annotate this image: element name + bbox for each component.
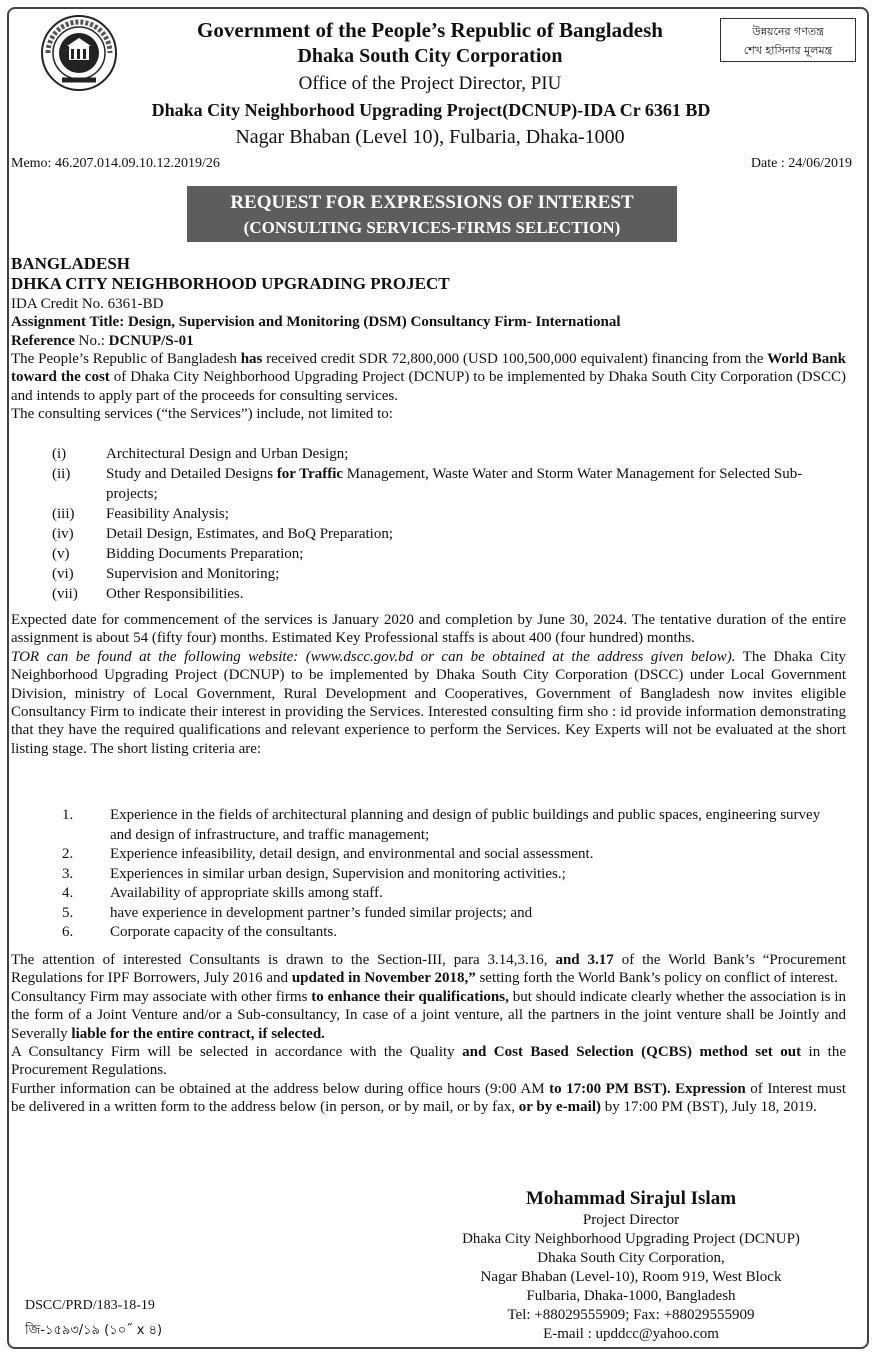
para1-a: The People’s Republic of Bangladesh [11,351,241,368]
signature-block [412,1187,850,1344]
signatory-line: Dhaka City Neighborhood Upgrading Project (DCNUP) [462,1231,800,1247]
item-text-a: Study and Detailed Designs [106,466,277,482]
para5-d: liable for the entire contract, if selected. [71,1025,325,1042]
reference-label: Reference [11,332,75,349]
para6-b: and Cost Based Selection (QCBS) method set out [462,1044,802,1061]
office-heading: Office of the Project Director, PIU [298,73,562,94]
item-number: (iii) [52,506,75,522]
para4-c: of the World Bank’s “Procurement Regulations for IPF Borrowers, July 2016 and [11,952,847,987]
item-number: 2. [62,846,74,862]
ad-size-reference: জি-১৫৯৩/১৯ (১০˝ x ৪) [25,1323,163,1338]
para7-e: by 17:00 PM (BST), July 18, 2019. [601,1099,817,1116]
memo-number: Memo: 46.207.014.09.10.12.2019/26 [11,156,220,171]
para6-c: in the Procurement Regulations. [11,1044,846,1079]
item-number: (v) [52,546,70,562]
services-intro: The consulting services (“the Services”) include, not limited to: [11,406,393,423]
services-list-item [52,564,842,584]
prd-reference: DSCC/PRD/183-18-19 [25,1298,155,1313]
services-list-item [52,544,842,564]
item-number: 5. [62,904,74,921]
government-heading: Government of the People’s Republic of Bangladesh [197,18,663,42]
services-list-item [52,444,842,464]
para4-d: updated in November 2018,” [291,970,476,987]
tor-italic: TOR can be found at the following website: (www.dscc.gov.bd or can be obtained at the address given below). [11,648,736,665]
duration-paragraph: Expected date for commencement of the services is January 2020 and completion by June 30, 2024. The tentative duration of the entire assignment is about 54 (fifty four) months. Estimated Key Professional staffs is about 400 (four hundred) months. [11,612,846,647]
item-text: have experience in development partner’s funded similar projects; and [110,904,533,921]
criteria-list-item [62,923,832,943]
item-number: 3. [62,865,74,882]
item-text: Other Responsibilities. [106,586,244,602]
para7-b: to 17:00 PM BST). Expression [549,1080,746,1097]
country-heading: BANGLADESH [11,254,131,273]
item-text: Experience infeasibility, detail design, and environmental and social assessment. [110,846,594,862]
item-number: 6. [62,924,74,940]
signatory-line: Dhaka South City Corporation, [537,1250,725,1266]
item-text [106,464,842,504]
submission-paragraph [11,1080,846,1117]
item-text: Availability of appropriate skills among staff. [110,885,383,901]
reference-line [11,332,846,350]
signatory-line: Project Director [582,1212,680,1228]
credit-number: IDA Credit No. 6361-BD [11,295,164,312]
conflict-paragraph [11,951,846,988]
project-heading: Dhaka City Neighborhood Upgrading Project(DCNUP)-IDA Cr 6361 BD [151,100,711,120]
para4-b: and 3.17 [555,952,614,968]
eoi-banner [187,186,677,242]
item-text: Bidding Documents Preparation; [106,546,304,562]
item-number: (i) [52,446,67,462]
para5-a: Consultancy Firm may associate with other firms [11,988,312,1005]
item-text: Experience in the fields of architectural planning and design of public buildings and public spaces, engineering survey and design of infrastructure, and traffic management; [110,807,821,843]
item-text-bold: for Traffic [276,466,344,482]
services-list-item [52,464,842,504]
criteria-list-item [62,806,832,845]
criteria-list-item [62,845,832,865]
para1-e: of Dhaka City Neighborhood Upgrading Project (DCNUP) to be implemented by Dhaka South City Corporation (DSCC) and intends to apply part of the proceeds for consulting services. [11,369,846,404]
para1-c: received credit SDR 72,800,000 (USD 100,500,000 equivalent) financing from the [262,351,768,368]
signatory-line: Tel: +88029555909; Fax: +88029555909 [507,1307,755,1323]
signatory-line: E-mail : upddcc@yahoo.com [543,1326,719,1342]
item-text-b: Management, Waste Water and Storm Water Management for Selected Sub-projects; [106,466,803,502]
item-number: (iv) [52,526,74,542]
slogan-line-2: শেখ হাসিনার মূলমন্ত্র [743,44,833,57]
criteria-list [62,806,832,943]
para7-d: or by e-mail) [518,1099,601,1116]
para4-e: setting forth the World Bank’s policy on conflict of interest. [475,970,838,987]
services-list-item [52,504,842,524]
item-number: 1. [62,807,74,823]
item-text: Detail Design, Estimates, and BoQ Preparation; [106,526,394,542]
signatory-line: Fulbaria, Dhaka-1000, Bangladesh [526,1288,736,1304]
reference-value: DCNUP/S-01 [108,332,194,349]
item-number: (vi) [52,566,74,582]
para6-a: A Consultancy Firm will be selected in accordance with the Quality [11,1044,463,1061]
services-list [52,444,842,604]
banner-subtitle: (CONSULTING SERVICES-FIRMS SELECTION) [243,218,621,237]
para5-c: but should indicate clearly whether the association is in the form of a Joint Venture and/or a Sub-consultancy, In case of a joint venture, all the partners in the joint venture shall be Jointly and Severally [11,988,846,1042]
item-text: Architectural Design and Urban Design; [106,446,349,462]
assignment-title: Assignment Title: Design, Supervision and Monitoring (DSM) Consultancy Firm- International [11,314,621,331]
selection-paragraph [11,1043,846,1080]
slogan-box [720,18,856,62]
para7-c: of Interest must be delivered in a written form to the address below (in person, or by mail, or by fax, [11,1080,847,1116]
conditions-block [11,951,846,1117]
tor-paragraph [11,648,846,758]
services-list-item [52,584,842,604]
corporation-heading: Dhaka South City Corporation [297,45,563,67]
criteria-list-item [62,865,832,885]
duration-and-tor-block [11,611,846,758]
project-title: DHKA CITY NEIGHBORHOOD UPGRADING PROJECT [11,274,450,294]
address-heading: Nagar Bhaban (Level 10), Fulbaria, Dhaka-1000 [235,126,625,148]
association-paragraph [11,988,846,1043]
item-text: Corporate capacity of the consultants. [110,924,338,940]
item-text: Feasibility Analysis; [106,506,229,522]
para4-a: The attention of interested Consultants is drawn to the Section-III, para 3.14,3.16, [11,952,556,968]
funding-paragraph [11,350,846,405]
criteria-list-item [62,884,832,904]
para7-a: Further information can be obtained at the address below during office hours (9:00 AM [11,1080,550,1097]
item-number: (vii) [52,586,78,602]
item-number: (ii) [52,466,71,482]
item-number: 4. [62,885,74,901]
reference-no-label: No.: [74,332,109,349]
dscc-seal-logo [40,14,118,92]
date-text: Date : 24/06/2019 [750,156,852,171]
para5-b: to enhance their qualifications, [311,988,509,1005]
signatory-name: Mohammad Sirajul Islam [525,1188,737,1209]
criteria-list-item [62,904,832,924]
services-list-item [52,524,842,544]
tor-rest: The Dhaka City Neighborhood Upgrading Project (DCNUP) to be implemented by Dhaka South City Corporation (DSCC) under Local Government Division, ministry of Local Government, Rural Development and Cooperatives, Government of Bangladesh now invites eligible Consultancy Firm to indicate their interest in providing the Services. Interested consulting firm sho : id provide information demonstrating that they have the required qualifications and relevant experience to perform the Services. Key Experts will not be evaluated at the short listing stage. The short listing criteria are: [11,648,847,757]
para1-b: has [240,351,263,368]
para1-d: World Bank toward the cost [11,351,846,386]
item-text: Supervision and Monitoring; [106,566,280,582]
banner-title: REQUEST FOR EXPRESSIONS OF INTEREST [230,192,634,213]
item-text: Experiences in similar urban design, Supervision and monitoring activities.; [110,865,566,882]
slogan-line-1: উন্নয়নের গণতন্ত্র [752,25,824,38]
intro-block [11,255,846,424]
signatory-line: Nagar Bhaban (Level-10), Room 919, West Block [480,1269,782,1285]
